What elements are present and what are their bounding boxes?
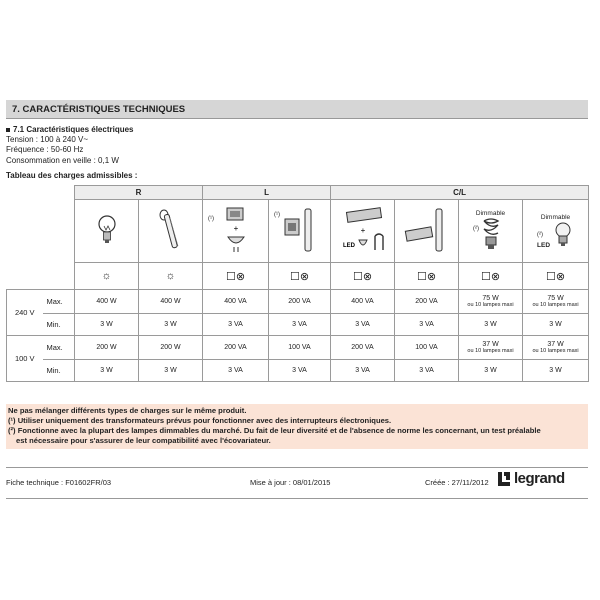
table-cell: 200 VA xyxy=(331,336,395,360)
table-cell: 3 W xyxy=(75,360,139,382)
row-label-min-100: Min. xyxy=(43,360,75,382)
table-cell: 3 W xyxy=(459,314,523,336)
table-cell: 3 VA xyxy=(203,360,269,382)
table-cell: 200 VA xyxy=(269,290,331,314)
halogen-tube-icon xyxy=(139,200,203,263)
footer-divider xyxy=(6,467,588,468)
mise-a-jour: Mise à jour : 08/01/2015 xyxy=(250,478,331,487)
max-lamps-note: ou 10 lampes maxi xyxy=(532,348,579,354)
table-cell-max-cfl-100 xyxy=(459,336,523,360)
symbol-cl-3: ☐⊗ xyxy=(459,263,523,290)
dimmable-label-2: Dimmable xyxy=(540,213,571,221)
table-cell: 100 VA xyxy=(269,336,331,360)
table-cell: 3 W xyxy=(459,360,523,382)
group-cl-header: C/L xyxy=(331,186,589,200)
transformer-halogen-icon xyxy=(203,200,269,263)
table-cell: 3 W xyxy=(139,360,203,382)
note-line-2: (¹) Utiliser uniquement des transformateurs prévus pour fonctionner avec des interrupteurs électroniques. xyxy=(8,416,392,425)
fiche-technique: Fiche technique : F01602FR/03 xyxy=(6,478,112,487)
table-cell-max-led-240 xyxy=(523,290,589,314)
symbol-r-2: ☼ xyxy=(139,263,203,290)
led-driver-icon xyxy=(331,200,395,263)
brand-name: legrand xyxy=(514,470,565,487)
table-cell: 400 W xyxy=(139,290,203,314)
section-title: 7. CARACTÉRISTIQUES TECHNIQUES xyxy=(6,100,588,119)
voltage-100-label: 100 V xyxy=(7,336,43,382)
table-cell: 3 VA xyxy=(269,314,331,336)
row-label-max-240: Max. xyxy=(43,290,75,314)
led-label: LED xyxy=(537,241,551,249)
legrand-logo xyxy=(497,470,565,487)
date-creation: Créée : 27/11/2012 xyxy=(425,478,489,487)
table-cell: 3 VA xyxy=(395,360,459,382)
incandescent-bulb-icon xyxy=(75,200,139,263)
ferromagnetic-transformer-icon xyxy=(269,200,331,263)
value: 75 W xyxy=(547,295,564,302)
charges-table xyxy=(6,185,589,382)
table-cell: 200 W xyxy=(75,336,139,360)
notes-box xyxy=(6,404,588,449)
note-line-4: est nécessaire pour s'assurer de leur compatibilité avec l'écovariateur. xyxy=(16,436,271,445)
legrand-mark-icon xyxy=(497,471,511,487)
symbol-r-1: ☼ xyxy=(75,263,139,290)
electronic-ballast-icon xyxy=(395,200,459,263)
row-label-min-240: Min. xyxy=(43,314,75,336)
value: 75 W xyxy=(482,295,499,302)
table-cell: 3 W xyxy=(523,360,589,382)
consommation-text: Consommation en veille : 0,1 W xyxy=(6,156,119,165)
table-cell: 3 VA xyxy=(331,360,395,382)
max-lamps-note: ou 10 lampes maxi xyxy=(467,348,514,354)
tension-text: Tension : 100 à 240 V~ xyxy=(6,135,89,144)
led-bulb-icon xyxy=(552,221,574,247)
dimmable-cfl-cell xyxy=(459,200,523,263)
group-r-header: R xyxy=(75,186,203,200)
dimmable-label: Dimmable xyxy=(475,209,506,217)
svg-text:+: + xyxy=(233,224,238,233)
note-line-3: (²) Fonctionne avec la plupart des lampes dimmables du marché. Du fait de leur diversité et de l'absence de norme les concernant, un test préalable xyxy=(8,426,541,435)
symbol-cl-1: ☐⊗ xyxy=(331,263,395,290)
svg-text:+: + xyxy=(360,226,365,235)
subsection-title xyxy=(6,125,134,134)
table-cell: 400 W xyxy=(75,290,139,314)
value: 37 W xyxy=(547,341,564,348)
voltage-240-label: 240 V xyxy=(7,290,43,336)
symbol-cl-2: ☐⊗ xyxy=(395,263,459,290)
table-cell: 3 W xyxy=(139,314,203,336)
table-cell-max-cfl-240 xyxy=(459,290,523,314)
footer-bottom-line xyxy=(6,498,588,499)
table-cell: 3 VA xyxy=(269,360,331,382)
row-label-max-100: Max. xyxy=(43,336,75,360)
table-cell: 3 W xyxy=(75,314,139,336)
frequence-text: Fréquence : 50-60 Hz xyxy=(6,145,84,154)
table-cell: 200 VA xyxy=(203,336,269,360)
symbol-cl-4: ☐⊗ xyxy=(523,263,589,290)
note-1-marker-2: (¹) xyxy=(274,212,280,218)
dimmable-led-cell xyxy=(523,200,589,263)
value: 37 W xyxy=(482,341,499,348)
table-cell: 3 VA xyxy=(395,314,459,336)
group-l-header: L xyxy=(203,186,331,200)
bullet-square-icon xyxy=(6,128,10,132)
note-2-marker: (²) xyxy=(473,226,480,232)
table-cell: 400 VA xyxy=(203,290,269,314)
max-lamps-note: ou 10 lampes maxi xyxy=(532,302,579,308)
note-2-marker-2: (²) xyxy=(537,232,544,238)
table-cell: 3 VA xyxy=(203,314,269,336)
table-title: Tableau des charges admissibles : xyxy=(6,171,138,180)
table-cell: 3 VA xyxy=(331,314,395,336)
table-cell: 400 VA xyxy=(331,290,395,314)
subsection-title-text: 7.1 Caractéristiques électriques xyxy=(13,125,134,134)
table-cell-max-led-100 xyxy=(523,336,589,360)
symbol-l-1: ☐⊗ xyxy=(203,263,269,290)
table-cell: 100 VA xyxy=(395,336,459,360)
note-line-1: Ne pas mélanger différents types de charges sur le même produit. xyxy=(8,406,247,415)
max-lamps-note: ou 10 lampes maxi xyxy=(467,302,514,308)
note-1-marker: (¹) xyxy=(208,216,214,222)
svg-text:LED: LED xyxy=(342,243,355,249)
table-cell: 200 VA xyxy=(395,290,459,314)
table-cell: 200 W xyxy=(139,336,203,360)
table-cell: 3 W xyxy=(523,314,589,336)
cfl-bulb-icon xyxy=(480,217,502,251)
symbol-l-2: ☐⊗ xyxy=(269,263,331,290)
